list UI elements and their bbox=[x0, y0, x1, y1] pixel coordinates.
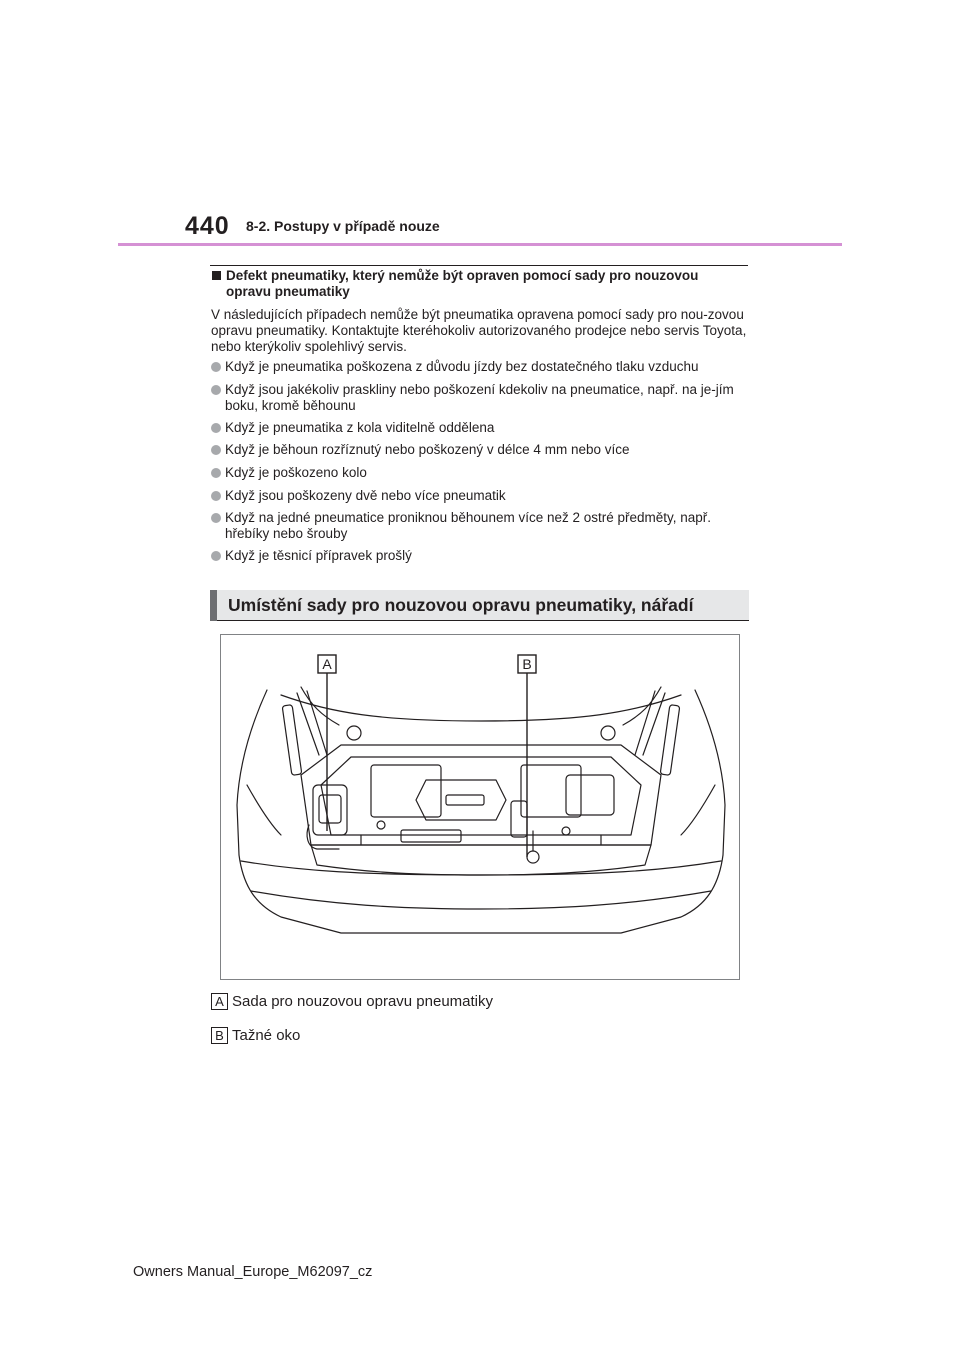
bullet-dot-icon bbox=[211, 513, 221, 523]
section-title-bar bbox=[210, 590, 217, 621]
bullet-dot-icon bbox=[211, 551, 221, 561]
list-item bbox=[211, 382, 756, 414]
bullet-dot-icon bbox=[211, 491, 221, 501]
bullet-dot-icon bbox=[211, 423, 221, 433]
list-item-text: Když je těsnicí přípravek prošlý bbox=[225, 548, 412, 563]
intro-paragraph: V následujících případech nemůže být pneumatika opravena pomocí sady pro nou-zovou opravu pneumatiky. Kontaktujte kteréhokoliv autorizovaného prodejce nebo servis Toyota, nebo kterýkoliv spolehlivý servis. bbox=[211, 307, 747, 354]
callout-a-label: A bbox=[322, 656, 332, 672]
list-item-text: Když je pneumatika z kola viditelně oddělena bbox=[225, 420, 495, 435]
list-item bbox=[211, 465, 756, 481]
list-item-text: Když je poškozeno kolo bbox=[225, 465, 367, 480]
list-item bbox=[211, 420, 756, 436]
subsection-square-icon bbox=[212, 271, 221, 280]
list-item-text: Když na jedné pneumatice proniknou běhounem více než 2 ostré předměty, např. hřebíky nebo šrouby bbox=[225, 510, 712, 541]
legend-key-a: A bbox=[211, 993, 228, 1010]
trunk-illustration bbox=[220, 634, 740, 980]
header-rule bbox=[118, 243, 842, 246]
legend-text-a: Sada pro nouzovou opravu pneumatiky bbox=[232, 993, 494, 1010]
list-item bbox=[211, 442, 756, 458]
callout-b-label: B bbox=[522, 656, 532, 672]
section-title-box bbox=[210, 590, 749, 621]
subsection-heading: Defekt pneumatiky, který nemůže být opraven pomocí sady pro nouzovou opravu pneumatiky bbox=[226, 268, 699, 299]
page-number: 440 bbox=[185, 212, 230, 240]
section-title: Umístění sady pro nouzovou opravu pneumatiky, nářadí bbox=[228, 595, 694, 615]
condition-list bbox=[211, 359, 756, 564]
trunk-drawing bbox=[221, 635, 740, 980]
bullet-dot-icon bbox=[211, 468, 221, 478]
list-item-text: Když jsou jakékoliv praskliny nebo poškození kdekoliv na pneumatice, např. na je-jím boku, kromě běhounu bbox=[225, 382, 734, 413]
page-footer: Owners Manual_Europe_M62097_cz bbox=[133, 1264, 373, 1280]
list-item-text: Když jsou poškozeny dvě nebo více pneumatik bbox=[225, 488, 506, 503]
bullet-dot-icon bbox=[211, 445, 221, 455]
list-item bbox=[211, 488, 756, 504]
list-item bbox=[211, 510, 756, 542]
legend-key-b: B bbox=[211, 1027, 228, 1044]
list-item-text: Když je pneumatika poškozena z důvodu jízdy bez dostatečného tlaku vzduchu bbox=[225, 359, 699, 374]
subsection-rule bbox=[210, 265, 748, 266]
list-item bbox=[211, 359, 756, 375]
list-item bbox=[211, 548, 756, 564]
legend-text-b: Tažné oko bbox=[232, 1027, 301, 1044]
list-item-text: Když je běhoun rozříznutý nebo poškozený v délce 4 mm nebo více bbox=[225, 442, 630, 457]
section-reference: 8-2. Postupy v případě nouze bbox=[246, 218, 440, 234]
bullet-dot-icon bbox=[211, 362, 221, 372]
bullet-dot-icon bbox=[211, 385, 221, 395]
